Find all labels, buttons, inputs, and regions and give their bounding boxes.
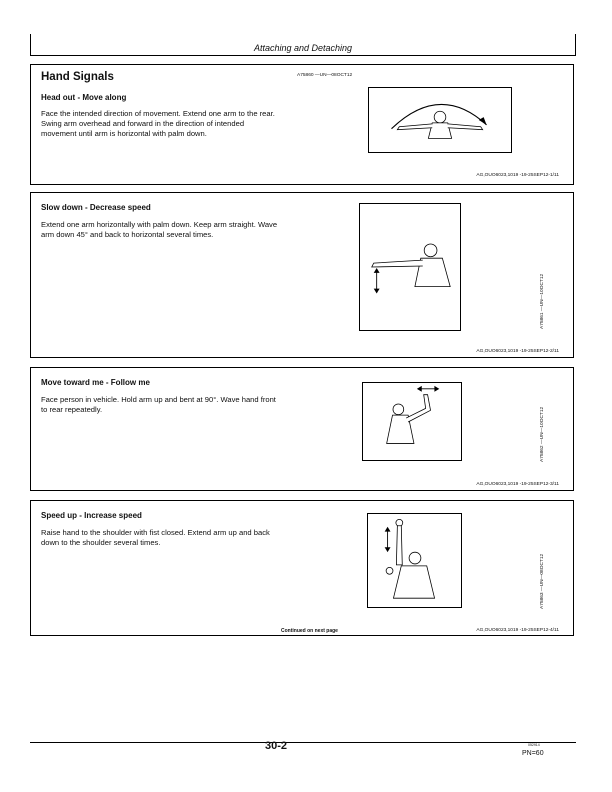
section-speed-up [30,500,574,636]
section-move-toward [30,367,574,491]
figure-slow-down [359,203,461,331]
page-number: 30-2 [265,740,288,752]
figure-speed-up [367,513,462,608]
figure-id: A75860 —UN—08OCT12 [297,73,353,78]
section-head-out [30,64,574,185]
section-text: Face the intended direction of movement. Extend one arm to the rear. Swing arm overhead and forward in the direction of intended movement until arm is horizontal with palm down. [41,109,275,138]
section-title: Slow down - Decrease speed [41,203,151,212]
figure-id: A75862 —UN—10OCT12 [540,406,545,462]
speed-up-illustration [368,514,461,607]
doc-reference: AG,OUO6023,1019 -19-25SEP12-4/11 [476,628,559,633]
running-head: Attaching and Detaching [253,43,353,53]
figure-id: A75861 —UN—10OCT12 [540,273,545,329]
figure-move-toward [362,382,462,461]
header-rule-bottom [30,55,576,56]
figure-head-out [368,87,512,153]
section-text: Extend one arm horizontally with palm down. Keep arm straight. Wave arm down 45° and back to horizontal several times. [41,220,278,239]
section-text: Raise hand to the shoulder with fist closed. Extend arm up and back down to the shoulder several times. [41,528,270,547]
section-title: Move toward me - Follow me [41,378,150,387]
head-out-illustration [369,88,511,152]
doc-reference: AG,OUO6023,1019 -19-25SEP12-1/11 [476,173,559,178]
move-toward-illustration [363,383,461,460]
section-text: Face person in vehicle. Hold arm up and bent at 90°. Wave hand front to rear repeatedly. [41,395,276,414]
footer-rule [30,742,576,743]
pn-number: PN=60 [522,750,544,757]
section-title: Head out - Move along [41,93,127,102]
main-title: Hand Signals [41,71,114,83]
section-title: Speed up - Increase speed [41,511,142,520]
slow-down-illustration [360,204,460,330]
continued-note: Continued on next page [281,628,338,634]
figure-id: A75863 —UN—08OCT12 [540,553,545,609]
doc-reference: AG,OUO6023,1019 -19-25SEP12-3/11 [476,482,559,487]
doc-reference: AG,OUO6023,1019 -19-25SEP12-2/11 [476,349,559,354]
section-slow-down [30,192,574,358]
footer-code: 052914 [528,743,540,747]
